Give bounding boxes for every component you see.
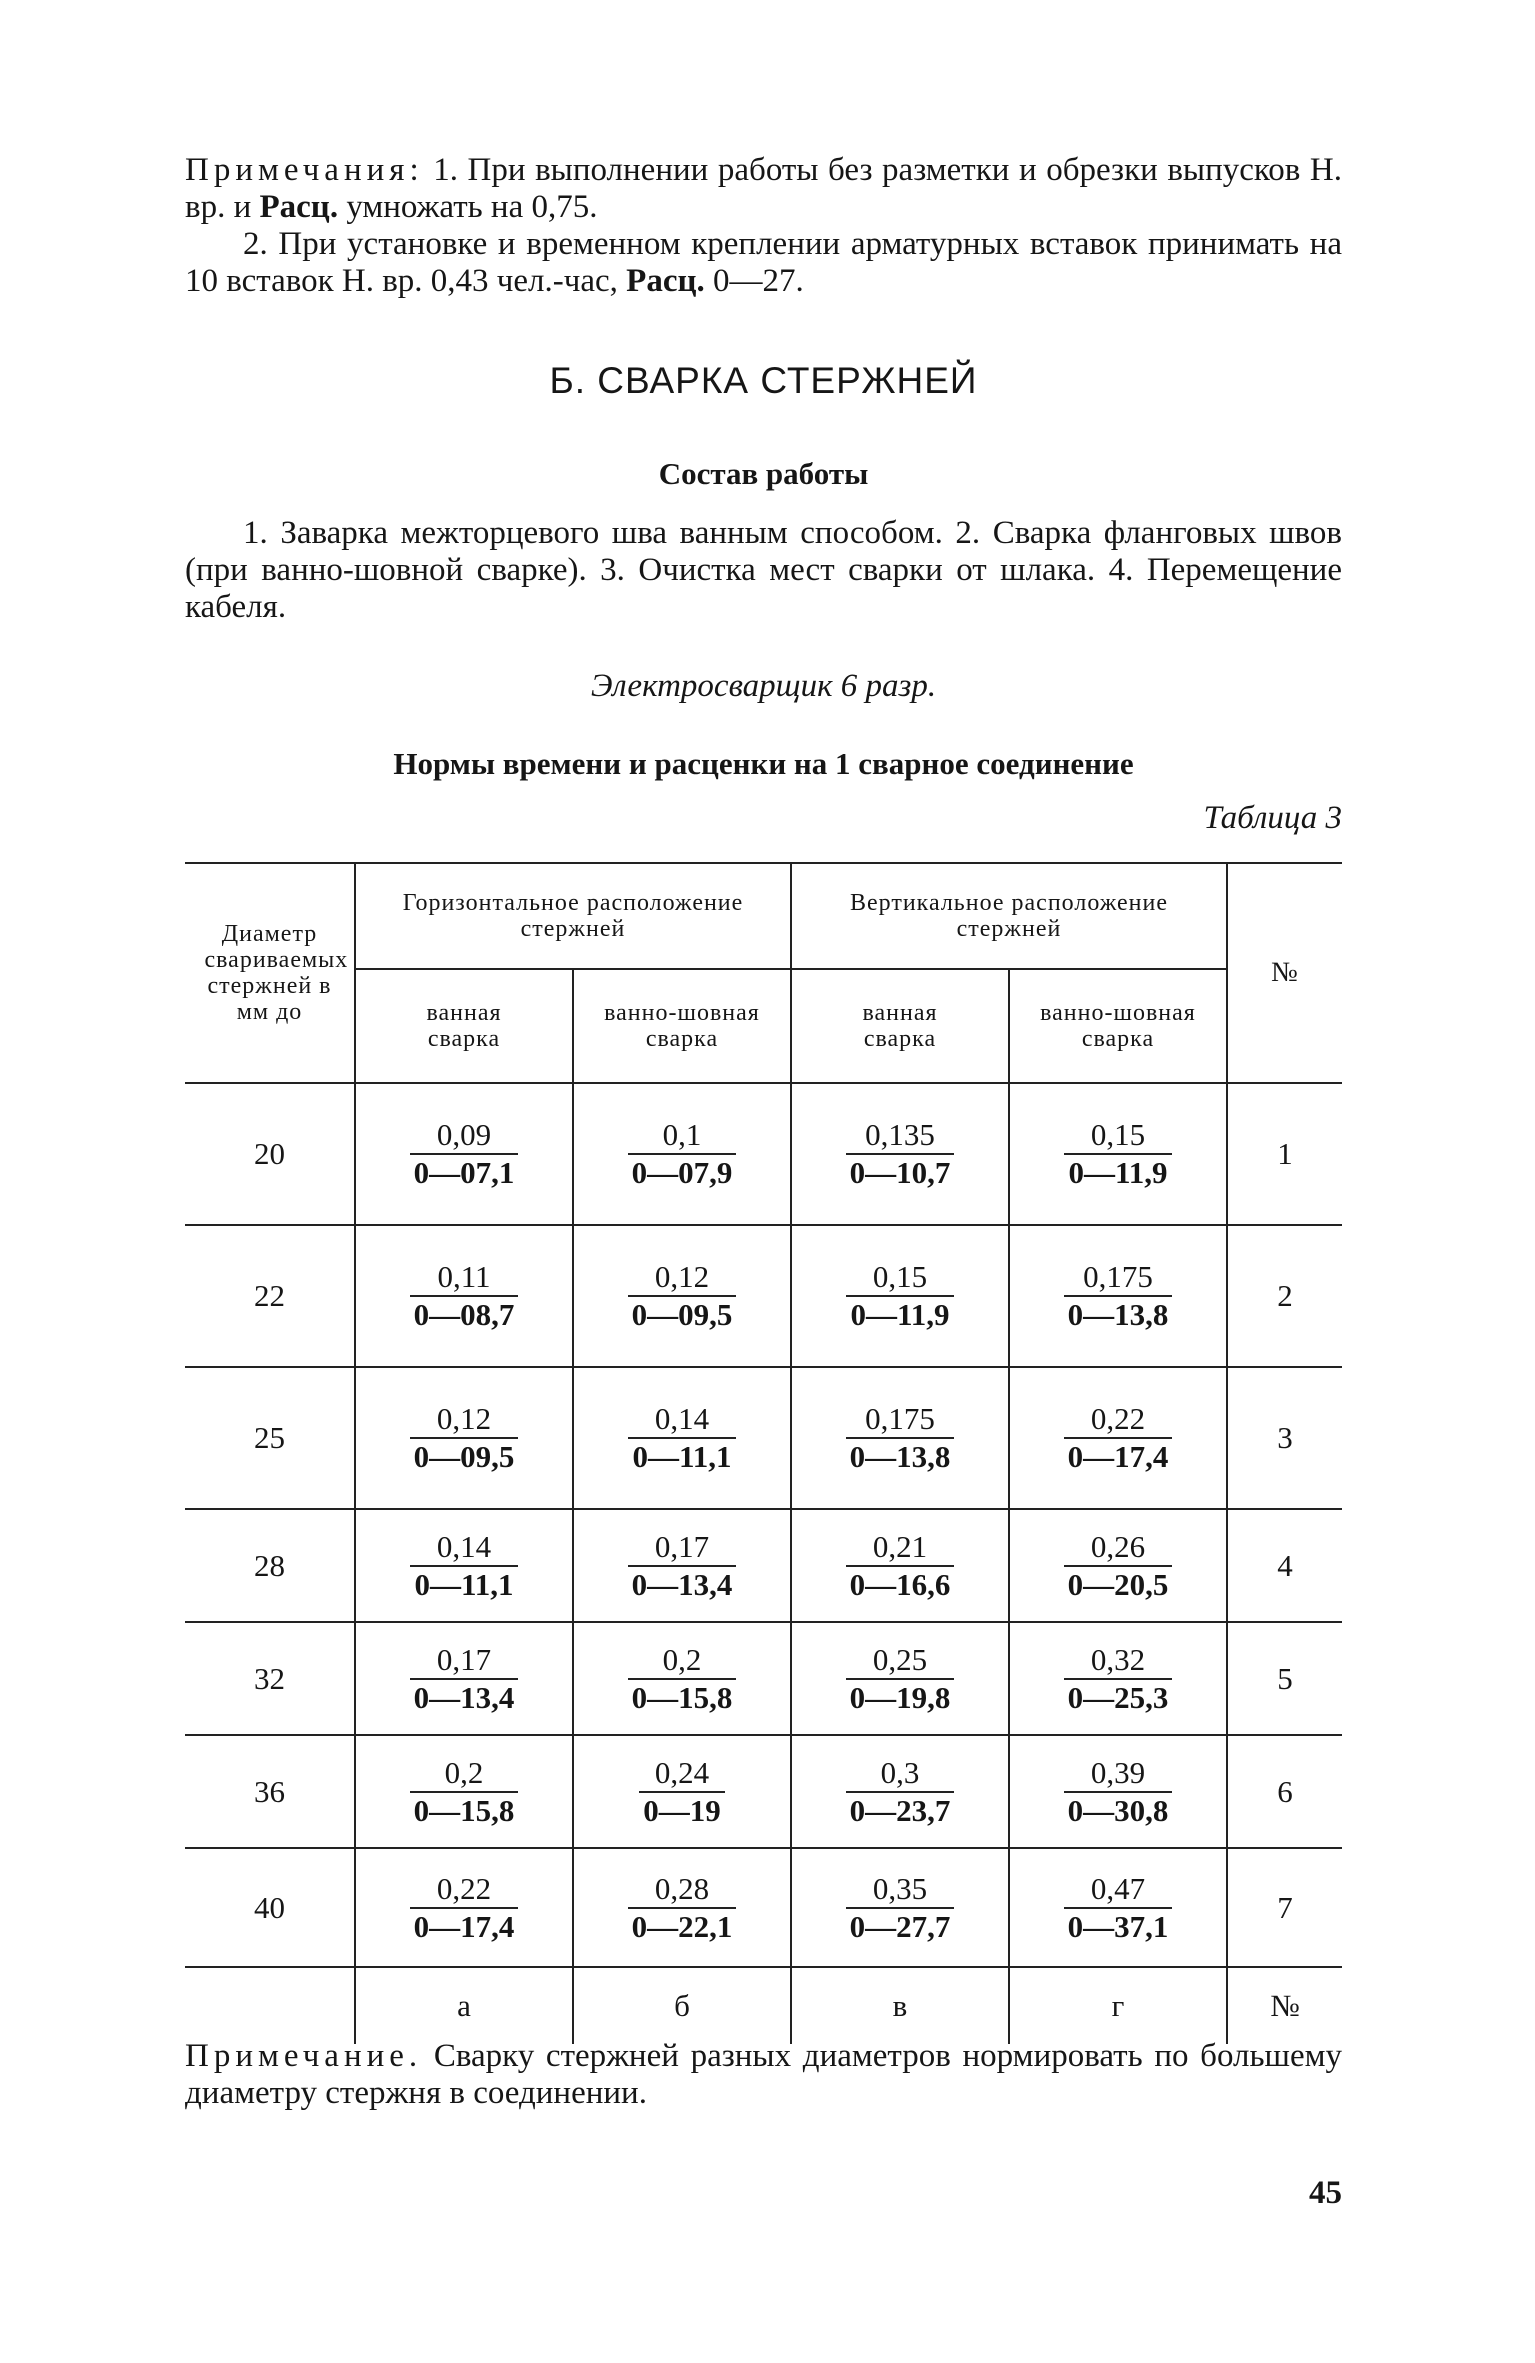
norms-table-wrap [185,862,1342,2044]
price-rate: 0—15,8 [631,1679,733,1715]
norm-fraction [1064,1401,1173,1475]
table-label: Таблица 3 [1203,800,1342,836]
row-number: 5 [1227,1622,1342,1735]
header-number: № [1227,863,1342,1083]
time-norm: 0,15 [846,1259,953,1297]
norm-fraction [1064,1529,1173,1603]
norm-fraction [846,1755,955,1829]
time-norm: 0,28 [628,1871,737,1909]
norm-cell [355,1225,573,1367]
price-rate: 0—11,9 [850,1297,950,1332]
row-number: 2 [1227,1225,1342,1367]
row-diameter: 36 [185,1735,355,1848]
price-rate: 0—09,5 [413,1439,515,1474]
norm-cell [1009,1622,1227,1735]
time-norm: 0,26 [1064,1529,1173,1567]
norms-table [185,862,1342,2044]
norm-cell [791,1083,1009,1225]
norm-fraction [410,1755,519,1829]
price-rate: 0—13,8 [1067,1297,1169,1332]
norm-cell [791,1225,1009,1367]
price-rate: 0—37,1 [1067,1908,1169,1944]
norm-fraction [846,1529,955,1603]
row-diameter: 20 [185,1083,355,1225]
norm-fraction [1064,1871,1173,1945]
footer-a: а [355,1967,573,2044]
time-norm: 0,175 [1064,1259,1173,1297]
norms-title: Нормы времени и расценки на 1 сварное соединение [393,746,1134,781]
note-2-text: 2. При установке и временном креплении арматурных вставок принимать на 10 вставок Н. вр. 0,43 чел.-час, [185,226,1342,299]
norm-fraction [1064,1755,1173,1829]
price-rate: 0—11,9 [1068,1155,1168,1190]
row-number: 4 [1227,1509,1342,1622]
norm-fraction [410,1401,519,1475]
row-number: 7 [1227,1848,1342,1967]
note-2-tail: 0—27. [704,263,804,299]
price-rate: 0—27,7 [849,1908,951,1944]
time-norm: 0,25 [846,1642,955,1680]
header-diameter [185,863,355,1083]
table-row [185,1367,1342,1509]
time-norm: 0,35 [846,1871,955,1909]
table-row [185,1735,1342,1848]
row-number: 6 [1227,1735,1342,1848]
time-norm: 0,11 [410,1259,519,1297]
norm-fraction [846,1117,955,1191]
price-rate: 0—11,1 [414,1566,514,1602]
time-norm: 0,39 [1064,1755,1173,1793]
worker-grade: Электросварщик 6 разр. [590,668,937,704]
table-row [185,1622,1342,1735]
row-number: 1 [1227,1083,1342,1225]
note-1-tail: умножать на 0,75. [338,189,598,225]
time-norm: 0,12 [410,1401,519,1439]
header-horizontal [355,863,791,969]
header-vertical [791,863,1227,969]
norm-cell [1009,1735,1227,1848]
time-norm: 0,1 [628,1117,737,1155]
time-norm: 0,17 [410,1642,519,1680]
price-rate: 0—13,4 [631,1566,733,1602]
time-norm: 0,09 [410,1117,519,1155]
footer-blank [185,1967,355,2044]
price-rate: 0—20,5 [1067,1566,1169,1602]
norm-fraction [628,1529,737,1603]
table-row [185,1848,1342,1967]
norm-cell [573,1509,791,1622]
note-1-rasc: Расц. [259,189,339,225]
norm-fraction [846,1642,955,1716]
row-diameter: 28 [185,1509,355,1622]
note-bottom-label: Примечание. [185,2038,423,2074]
time-norm: 0,22 [410,1871,519,1909]
time-norm: 0,47 [1064,1871,1173,1909]
header-v-bath [791,969,1009,1083]
table-row [185,1225,1342,1367]
norm-fraction [1064,1117,1171,1191]
time-norm: 0,135 [846,1117,955,1155]
note-1-text: 1. При выполнении работы без разметки и обрезки выпусков Н. вр. и [185,152,1342,225]
norm-fraction [628,1871,737,1945]
time-norm: 0,3 [846,1755,955,1793]
table-body [185,1083,1342,1967]
norm-cell [355,1083,573,1225]
table-footer-row [185,1967,1342,2044]
norm-fraction [410,1642,519,1716]
norm-cell [355,1848,573,1967]
time-norm: 0,15 [1064,1117,1171,1155]
norm-cell [573,1083,791,1225]
header-h-bath-seam-text: ванно-шовная сварка [604,1000,760,1052]
norm-cell [1009,1509,1227,1622]
time-norm: 0,14 [410,1529,517,1567]
norm-cell [573,1225,791,1367]
norm-cell [1009,1367,1227,1509]
time-norm: 0,2 [628,1642,737,1680]
row-diameter: 40 [185,1848,355,1967]
price-rate: 0—22,1 [631,1908,733,1944]
norm-fraction [410,1871,519,1945]
norm-cell [355,1735,573,1848]
time-norm: 0,17 [628,1529,737,1567]
price-rate: 0—13,8 [849,1439,951,1474]
norm-cell [791,1367,1009,1509]
header-h-bath [355,969,573,1083]
time-norm: 0,21 [846,1529,955,1567]
price-rate: 0—09,5 [631,1297,733,1332]
row-diameter: 22 [185,1225,355,1367]
norm-fraction [410,1259,519,1333]
norm-fraction [410,1117,519,1191]
norm-cell [355,1367,573,1509]
norm-cell [1009,1848,1227,1967]
norm-fraction [1064,1642,1173,1716]
norm-fraction [1064,1259,1173,1333]
norm-fraction [846,1871,955,1945]
price-rate: 0—30,8 [1067,1792,1169,1828]
time-norm: 0,22 [1064,1401,1173,1439]
time-norm: 0,14 [628,1401,735,1439]
norm-cell [791,1509,1009,1622]
norm-cell [791,1848,1009,1967]
time-norm: 0,2 [410,1755,519,1793]
header-v-bath-seam [1009,969,1227,1083]
page-number: 45 [1309,2175,1342,2211]
note-bottom [185,2038,1342,2112]
price-rate: 0—17,4 [1067,1439,1169,1474]
norm-cell [573,1622,791,1735]
note-bottom-text: Сварку стержней разных диаметров нормировать по большему диаметру стержня в соединении. [185,2038,1342,2111]
norm-fraction [628,1401,735,1475]
note-2 [185,226,1342,300]
note-2-rasc: Расц. [626,263,705,299]
footer-no: № [1227,1967,1342,2044]
header-vertical-text: Вертикальное расположение стержней [849,890,1168,942]
price-rate: 0—25,3 [1067,1679,1169,1715]
price-rate: 0—07,9 [631,1155,733,1190]
norm-cell [573,1735,791,1848]
norm-cell [1009,1083,1227,1225]
notes-top [185,152,1342,300]
norm-fraction [628,1642,737,1716]
norm-cell [355,1509,573,1622]
norm-fraction [628,1117,737,1191]
header-h-bath-text: ванная сварка [426,1000,502,1052]
table-row [185,1083,1342,1225]
price-rate: 0—17,4 [413,1908,515,1944]
norm-fraction [846,1401,955,1475]
price-rate: 0—10,7 [849,1155,951,1190]
time-norm: 0,175 [846,1401,955,1439]
header-v-bath-text: ванная сварка [862,1000,938,1052]
footer-v: в [791,1967,1009,2044]
price-rate: 0—11,1 [632,1439,732,1474]
price-rate: 0—19,8 [849,1679,951,1715]
norm-cell [573,1848,791,1967]
norm-cell [573,1367,791,1509]
price-rate: 0—19 [643,1792,721,1828]
header-v-bath-seam-text: ванно-шовная сварка [1040,1000,1196,1052]
notes-label: Примечания: [185,152,424,188]
time-norm: 0,12 [628,1259,737,1297]
table-row [185,1509,1342,1622]
header-h-bath-seam [573,969,791,1083]
price-rate: 0—08,7 [413,1297,515,1332]
row-number: 3 [1227,1367,1342,1509]
price-rate: 0—07,1 [413,1155,515,1190]
time-norm: 0,32 [1064,1642,1173,1680]
header-diameter-text: Диаметр свариваемых стержней в мм до [204,921,349,1025]
section-title: Б. СВАРКА СТЕРЖНЕЙ [549,360,978,401]
footer-g: г [1009,1967,1227,2044]
norm-fraction [410,1529,517,1603]
row-diameter: 25 [185,1367,355,1509]
footer-b: б [573,1967,791,2044]
note-1 [185,152,1342,226]
time-norm: 0,24 [639,1755,725,1793]
norm-fraction [639,1755,725,1829]
norm-cell [1009,1225,1227,1367]
work-composition: 1. Заварка межторцевого шва ванным способом. 2. Сварка фланговых швов (при ванно-шовной сварке). 3. Очистка мест сварки от шлака. 4. Перемещение кабеля. [185,515,1342,625]
price-rate: 0—16,6 [849,1566,951,1602]
norm-cell [355,1622,573,1735]
price-rate: 0—23,7 [849,1792,951,1828]
header-horizontal-text: Горизонтальное расположение стержней [402,890,744,942]
work-heading: Состав работы [658,456,869,491]
norm-cell [791,1735,1009,1848]
row-diameter: 32 [185,1622,355,1735]
norm-cell [791,1622,1009,1735]
norm-fraction [846,1259,953,1333]
price-rate: 0—13,4 [413,1679,515,1715]
norm-fraction [628,1259,737,1333]
price-rate: 0—15,8 [413,1792,515,1828]
